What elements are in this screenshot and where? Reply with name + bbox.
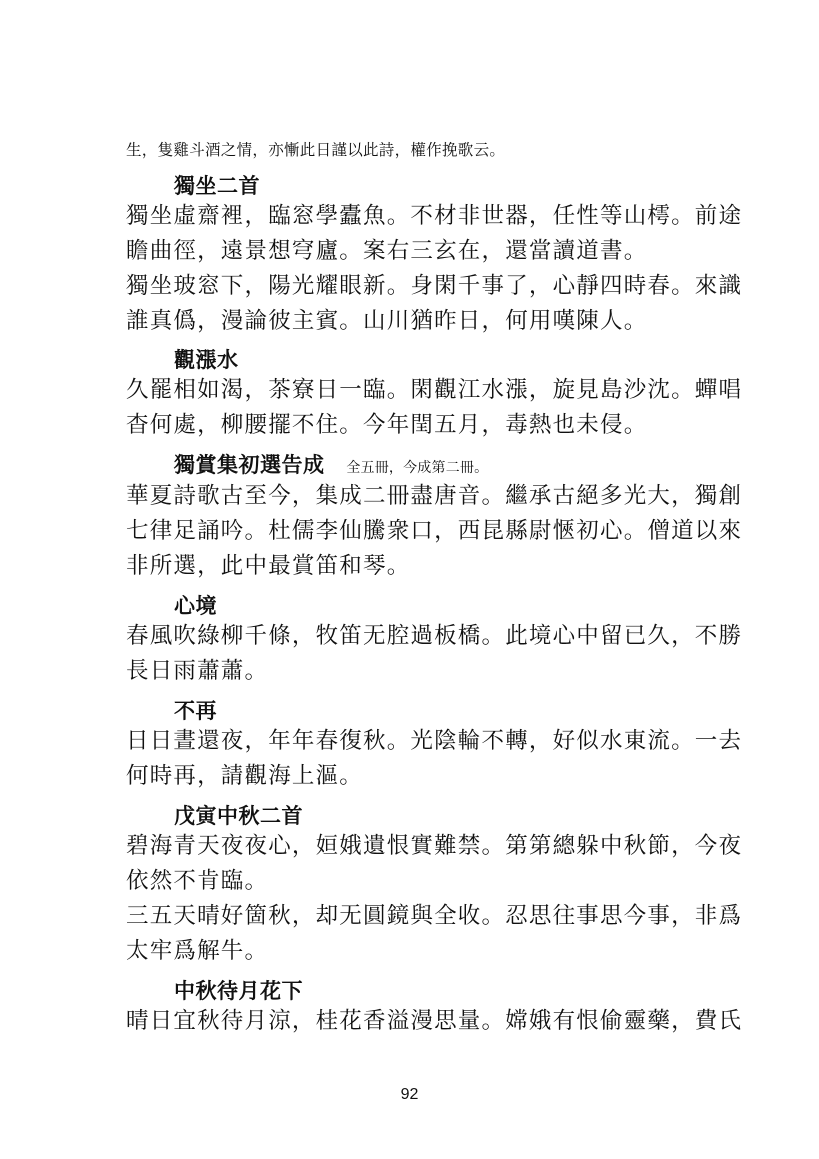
poem-title-text: 戊寅中秋二首: [174, 804, 303, 828]
poem-line: 太牢爲解牛。: [126, 938, 269, 964]
poem-title: [174, 344, 239, 374]
intro-text: 生，隻雞斗酒之情，亦慚此日謹以此詩，權作挽歌云。: [126, 141, 506, 159]
poem-title: [174, 800, 303, 830]
poem-title-text: 中秋待月花下: [174, 979, 303, 1003]
poem-line: 依然不肯臨。: [126, 868, 269, 894]
poem-line: 獨坐玻窓下，陽光耀眼新。身閑千事了，心靜四時春。來識: [126, 273, 743, 299]
poem-title: [174, 449, 488, 479]
poem-title-text: 獨坐二首: [174, 174, 260, 198]
page-number: 92: [400, 1086, 419, 1103]
poem-line: 獨坐虛齋裡，臨窓學蠹魚。不材非世器，任性等山樗。前途: [126, 203, 743, 229]
poem-line: 華夏詩歌古至今，集成二冊盡唐音。繼承古絕多光大，獨創: [126, 483, 743, 509]
poem-title-text: 不再: [174, 699, 217, 723]
poem-title: [174, 170, 260, 200]
poem-line: 杳何處，柳腰擺不住。今年閏五月，毒熱也未侵。: [126, 412, 648, 438]
poem-line: 碧海青天夜夜心，姮娥遺恨實難禁。第第總躲中秋節，今夜: [126, 833, 743, 859]
poem-title-text: 觀漲水: [174, 348, 239, 372]
poem-line: 七律足誦吟。杜儒李仙騰衆口，西昆縣尉愜初心。僧道以來: [126, 518, 743, 544]
poem-line: 非所選，此中最賞笛和琴。: [126, 553, 411, 579]
poem-line: 長日雨蕭蕭。: [126, 658, 269, 684]
poem-line: 誰真僞，漫論彼主賓。山川猶昨日，何用嘆陳人。: [126, 308, 648, 334]
poem-title-text: 獨賞集初選告成: [174, 453, 325, 477]
poem-title: [174, 975, 303, 1005]
poem-line: 瞻曲徑，遠景想穹廬。案右三玄在，還當讀道書。: [126, 238, 648, 264]
poem-title: [174, 590, 217, 620]
poem-title-text: 心境: [174, 594, 217, 618]
poem-line: 何時再，請觀海上漚。: [126, 763, 364, 789]
poem-line: 三五天晴好箇秋，却无圓鏡與全收。忍思往事思今事，非爲: [126, 903, 743, 929]
poem-line: 晴日宜秋待月涼，桂花香溢漫思量。嫦娥有恨偷靈藥，費氏: [126, 1008, 743, 1034]
poem-line: 久罷相如渴，茶寮日一臨。閑觀江水漲，旋見島沙沈。蟬唱: [126, 377, 743, 403]
poem-title: [174, 695, 217, 725]
poem-line: 春風吹綠柳千條，牧笛无腔過板橋。此境心中留已久，不勝: [126, 623, 743, 649]
poem-note: 全五冊，今成第二冊。: [346, 460, 489, 476]
poem-line: 日日晝還夜，年年春復秋。光陰輪不轉，好似水東流。一去: [126, 728, 743, 754]
